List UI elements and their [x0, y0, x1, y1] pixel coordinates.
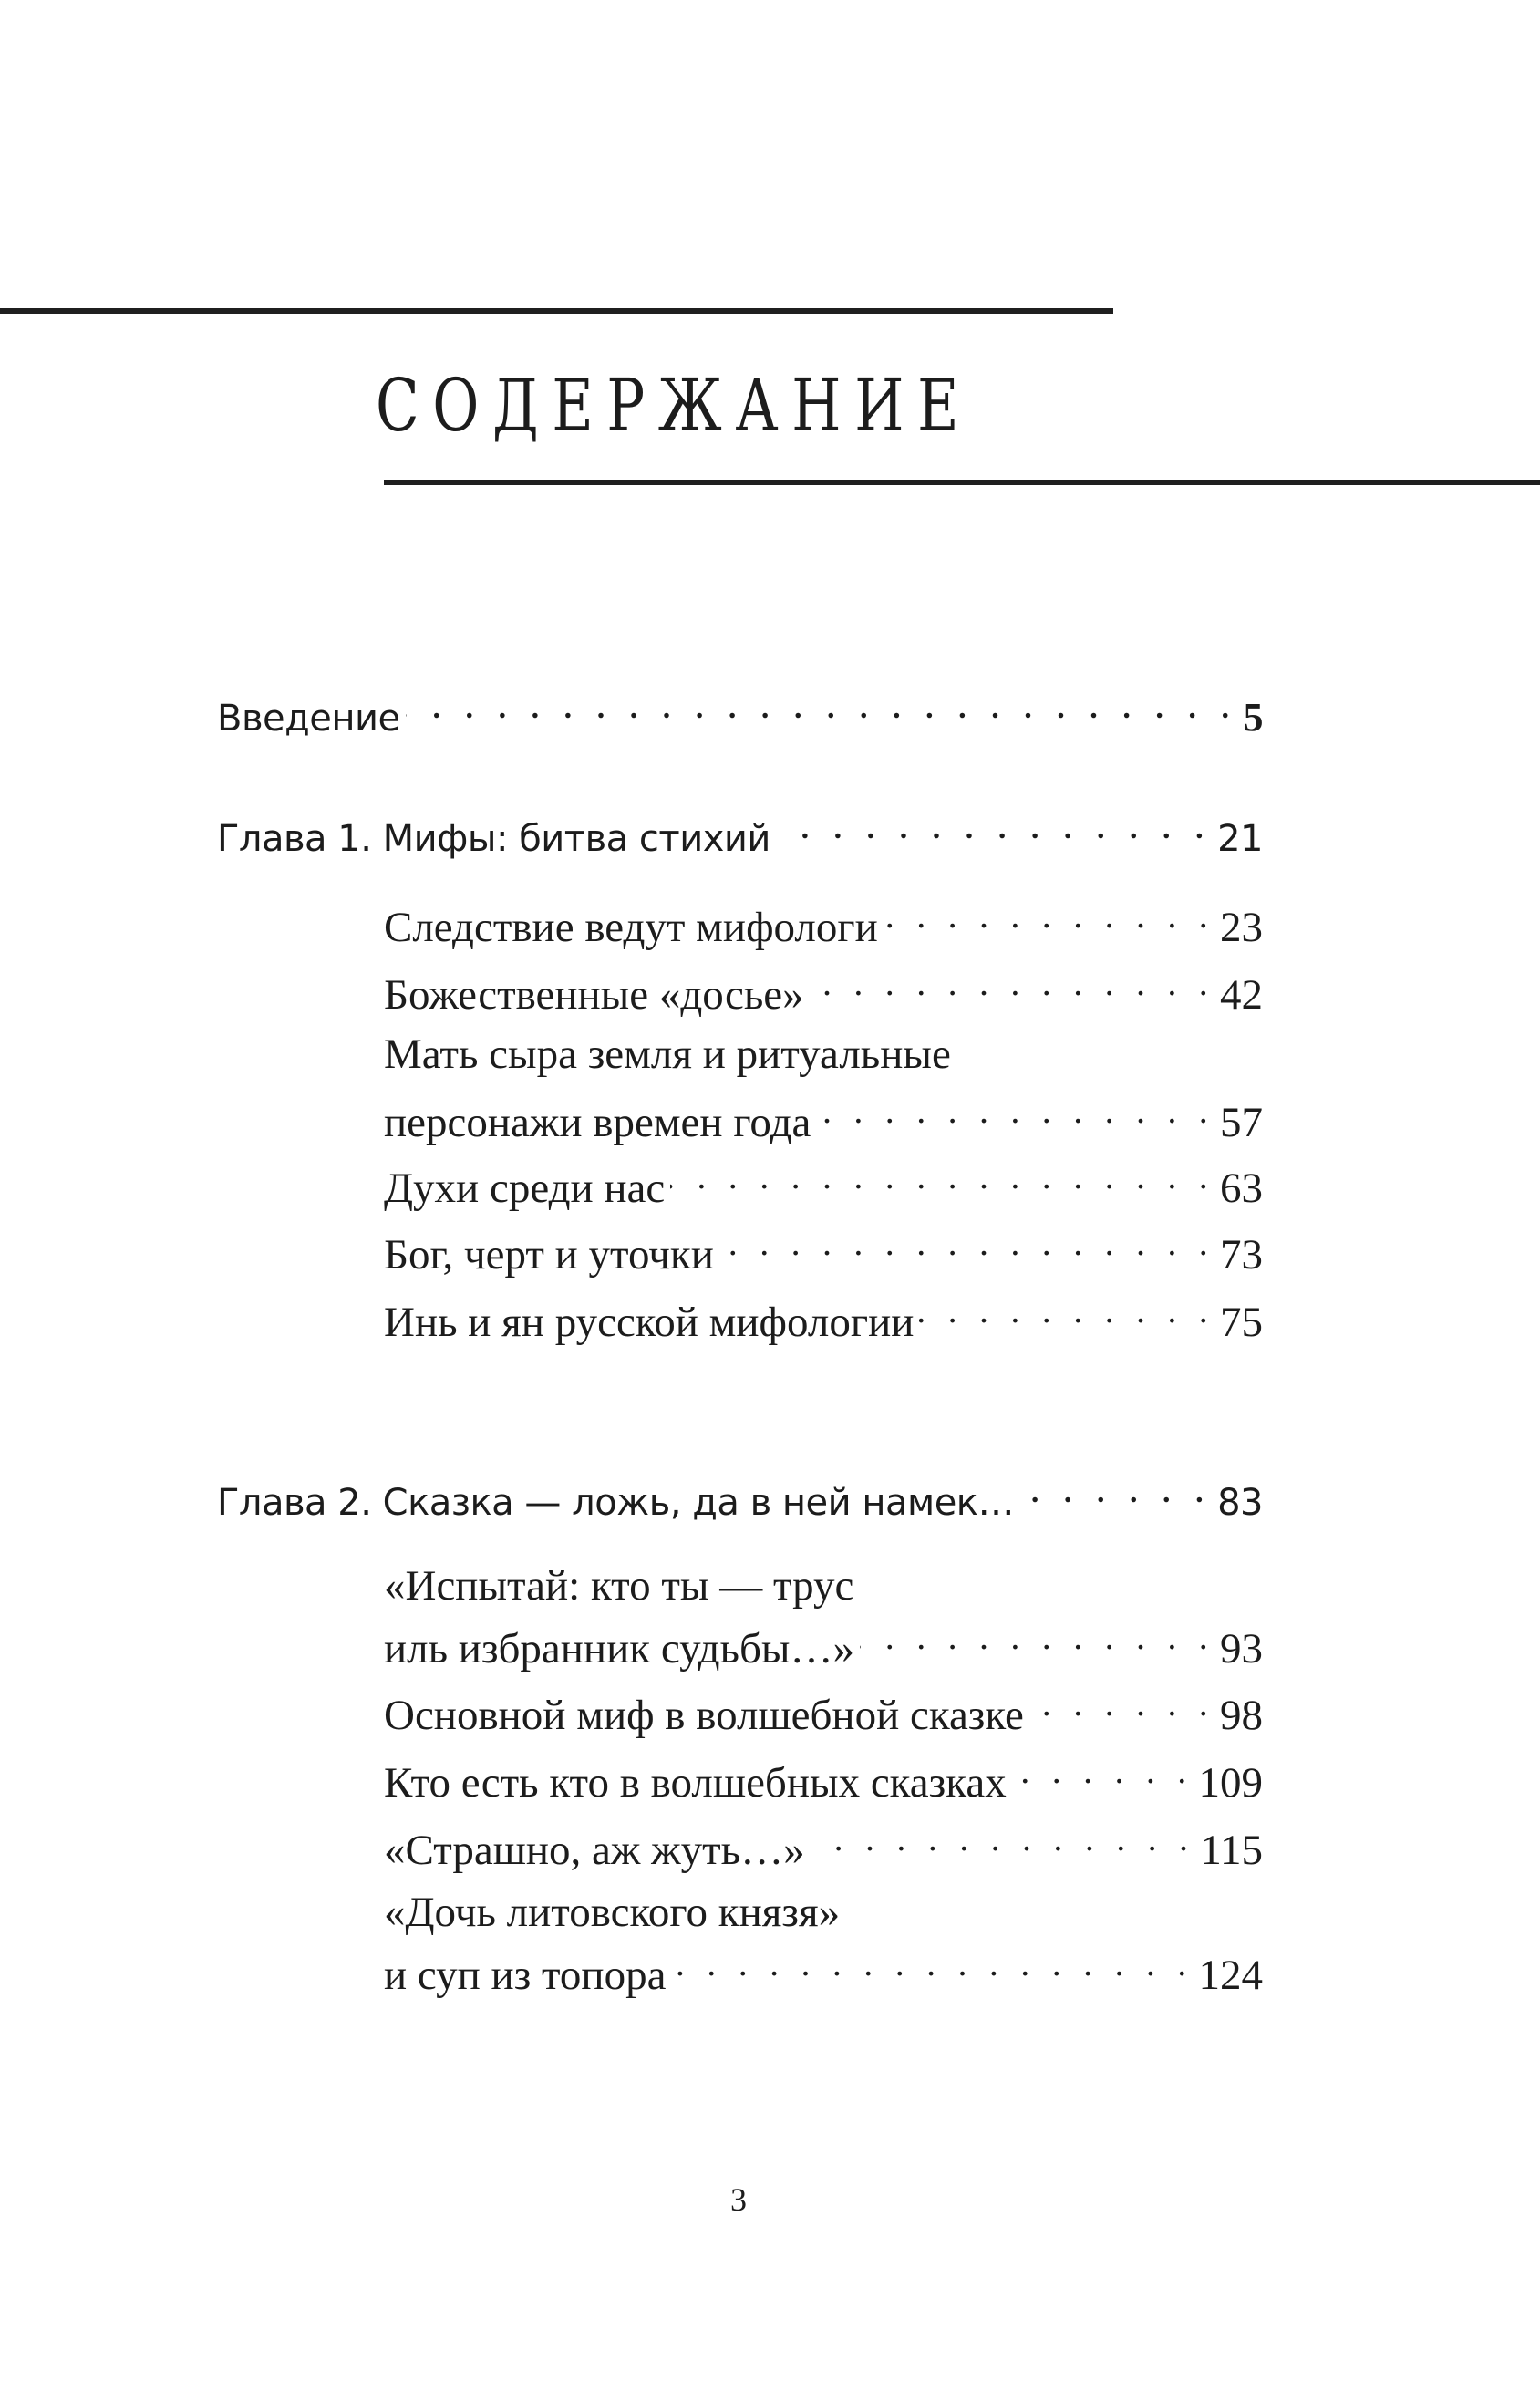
toc-section[interactable]: [384, 1686, 1263, 1740]
toc-page-number: 115: [1200, 1827, 1263, 1874]
toc-section-line-2[interactable]: [384, 1620, 1263, 1673]
dot-leader: [671, 1946, 1193, 1989]
toc-section-line-2[interactable]: [384, 1093, 1263, 1147]
toc-chapter-label: Глава 1. Мифы: битва стихий: [217, 818, 770, 860]
toc-entry-label: Введение: [217, 698, 400, 740]
toc-page-number: 57: [1220, 1099, 1263, 1146]
toc-page-number: 93: [1220, 1625, 1263, 1672]
top-rule: [0, 308, 1113, 314]
dot-leader: [1029, 1686, 1214, 1729]
toc-page-number: 23: [1220, 904, 1263, 951]
toc-section[interactable]: [384, 1226, 1263, 1279]
dot-leader: [919, 1293, 1214, 1336]
toc-section-label: персонажи времен года: [384, 1099, 811, 1146]
dot-leader: [406, 694, 1238, 730]
page-number: 3: [730, 2181, 747, 2218]
toc-page-number: 83: [1217, 1482, 1263, 1524]
toc-section-label: Следствие ведут мифологи: [384, 904, 878, 951]
toc-section-label: и суп из топора: [384, 1952, 667, 1999]
title-letter: И: [854, 363, 904, 448]
toc-section-label: Духи среди нас: [384, 1165, 666, 1212]
toc-chapter-1[interactable]: [217, 814, 1263, 860]
dot-leader: [776, 814, 1212, 851]
toc-section-label: иль избранник судьбы…»: [384, 1625, 854, 1672]
title-letter: Е: [917, 363, 959, 448]
dot-leader: [1019, 1478, 1212, 1515]
title-letter: Е: [552, 363, 594, 448]
toc-section-line-1[interactable]: [384, 1561, 1263, 1610]
dot-leader: [811, 1821, 1195, 1864]
bottom-rule: [384, 480, 1540, 485]
page-title: [376, 351, 959, 448]
toc-page-number: 109: [1198, 1759, 1263, 1807]
dot-leader: [884, 898, 1214, 941]
dot-leader: [816, 1093, 1214, 1136]
toc-section-label: Мать сыра земля и ритуальные: [384, 1030, 951, 1078]
toc-section-label: Бог, черт и уточки: [384, 1231, 714, 1279]
toc-chapter-label: Глава 2. Сказка — ложь, да в ней намек…: [217, 1482, 1014, 1524]
toc-section[interactable]: [384, 1293, 1263, 1347]
toc-entry-intro[interactable]: [217, 694, 1263, 740]
dot-leader: [860, 1620, 1214, 1662]
toc-section[interactable]: [384, 1159, 1263, 1213]
dot-leader: [670, 1159, 1214, 1202]
toc-section-label: Основной миф в волшебной сказке: [384, 1692, 1024, 1739]
toc-page-number: 75: [1220, 1299, 1263, 1346]
dot-leader: [810, 966, 1214, 1009]
toc-chapter-2[interactable]: [217, 1478, 1263, 1524]
toc-section[interactable]: [384, 966, 1263, 1020]
toc-section[interactable]: [384, 1821, 1263, 1875]
dot-leader: [1012, 1754, 1194, 1797]
title-letter: С: [376, 363, 419, 448]
toc-page-number: 73: [1220, 1231, 1263, 1279]
toc-section-label: «Дочь литовского князя»: [384, 1889, 841, 1936]
toc-section-label: Кто есть кто в волшебных сказках: [384, 1759, 1007, 1807]
title-letter: Н: [791, 363, 842, 448]
toc-section-label: Инь и ян русской мифологии: [384, 1299, 915, 1346]
toc-page-number: 124: [1198, 1952, 1263, 1999]
toc-section-line-1[interactable]: [384, 1888, 1263, 1937]
title-letter: А: [735, 363, 779, 448]
title-letter: О: [432, 363, 480, 448]
dot-leader: [719, 1226, 1214, 1268]
toc-section-label: Божественные «досье»: [384, 971, 804, 1019]
toc-section-line-2[interactable]: [384, 1946, 1263, 2000]
toc-section-label: «Испытай: кто ты — трус: [384, 1562, 854, 1610]
toc-page-number: 98: [1220, 1692, 1263, 1739]
title-letter: Ж: [657, 363, 722, 448]
title-letter: Д: [491, 363, 539, 448]
toc-page-number: 21: [1217, 818, 1263, 860]
toc-page-number: 5: [1243, 695, 1263, 740]
toc-section-label: «Страшно, аж жуть…»: [384, 1827, 805, 1874]
toc-page-number: 42: [1220, 971, 1263, 1019]
toc-section-line-1[interactable]: [384, 1030, 1263, 1079]
toc-section[interactable]: [384, 898, 1263, 952]
toc-page-number: 63: [1220, 1165, 1263, 1212]
toc-section[interactable]: [384, 1754, 1263, 1807]
title-letter: Р: [606, 363, 646, 448]
